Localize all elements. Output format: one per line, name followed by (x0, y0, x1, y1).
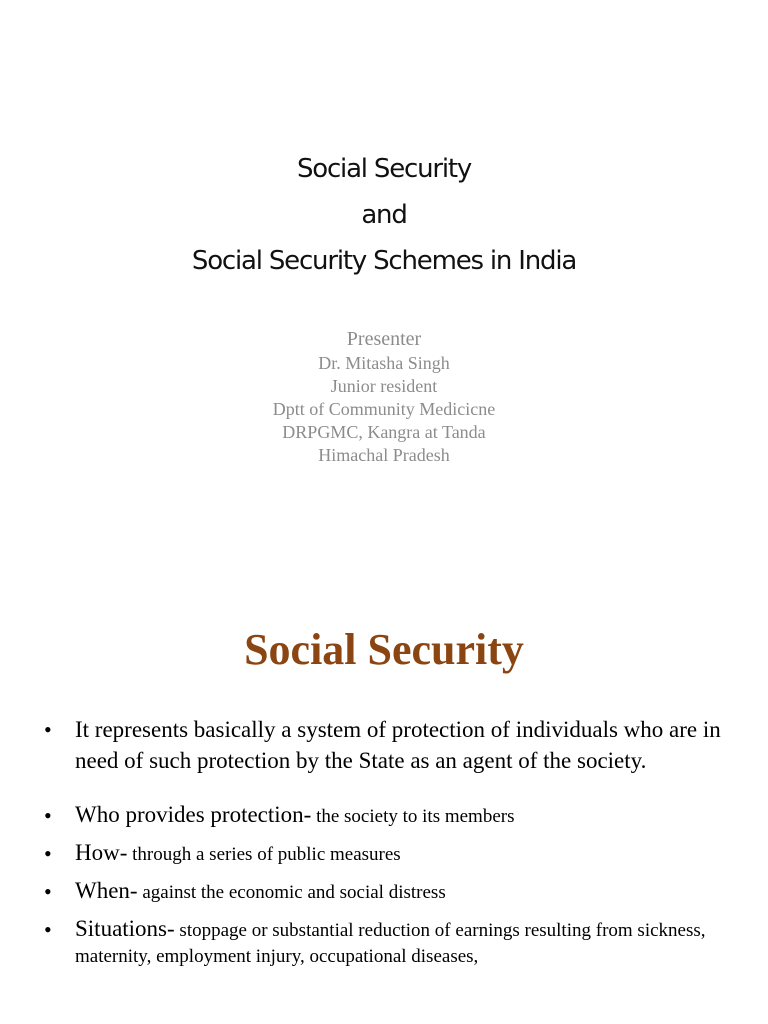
bullet-detail: through a series of public measures (127, 844, 401, 865)
social-security-slide (0, 576, 768, 1024)
presenter-department: Dptt of Community Medicicne (272, 399, 496, 419)
bullet-item-who (44, 800, 724, 830)
title-line-2: and (361, 200, 407, 230)
presenter-state: Himachal Pradesh (318, 445, 450, 465)
title-line-1: Social Security (296, 154, 472, 184)
bullet-item-definition (44, 714, 724, 776)
bullet-item-when (44, 876, 724, 906)
presenter-info (0, 326, 768, 467)
presenter-designation: Junior resident (330, 376, 438, 396)
bullet-lead: Situations- (75, 916, 175, 941)
bullet-icon: • (44, 917, 52, 942)
bullet-detail: stoppage or substantial reduction of earnings resulting from sickness, maternity, employment injury, occupational diseases, (75, 920, 706, 967)
bullet-lead: Who provides protection- (75, 802, 312, 827)
bullet-detail: against the economic and social distress (137, 882, 446, 903)
presenter-institution: DRPGMC, Kangra at Tanda (282, 422, 486, 442)
bullet-item-situations (44, 914, 724, 970)
bullet-list (44, 714, 724, 978)
bullet-icon: • (44, 803, 52, 828)
presenter-name: Dr. Mitasha Singh (318, 353, 450, 373)
presenter-heading: Presenter (346, 328, 422, 350)
bullet-lead: How- (75, 840, 128, 865)
bullet-detail: the society to its members (311, 806, 515, 827)
title-line-3: Social Security Schemes in India (191, 246, 577, 276)
bullet-item-how (44, 838, 724, 868)
bullet-icon: • (44, 717, 52, 742)
bullet-icon: • (44, 879, 52, 904)
slide-title: Social Security (244, 625, 524, 674)
bullet-lead: When- (75, 878, 138, 903)
presentation-title (0, 146, 768, 284)
bullet-icon: • (44, 841, 52, 866)
bullet-text: It represents basically a system of protection of individuals who are in need of such protection by the State as an agent of the society. (75, 717, 721, 773)
